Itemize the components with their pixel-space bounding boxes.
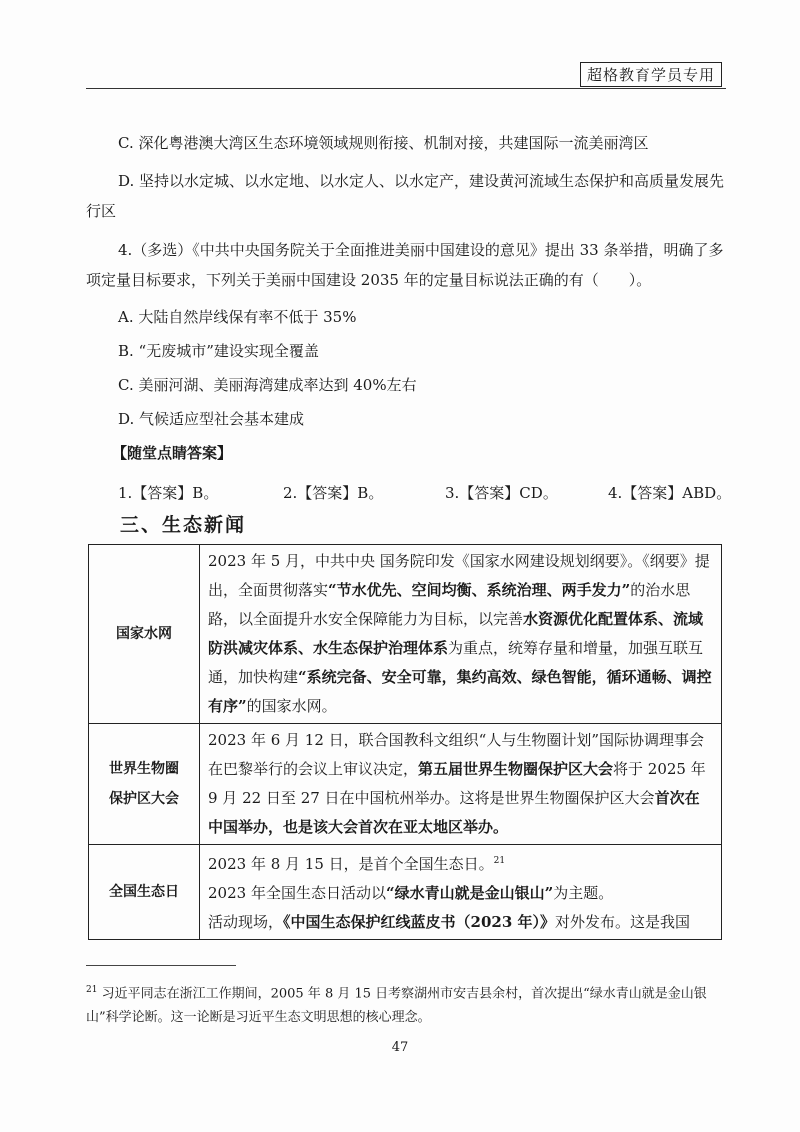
- news-text: 为主题。: [553, 884, 614, 902]
- news-emphasis: 《中国生态保护红线蓝皮书（2023 年）》: [283, 913, 555, 931]
- header-tag: 超格教育学员专用: [580, 62, 722, 87]
- news-emphasis: 水资源优化配置体系、流域防洪减灾体系、水生态保护治理体系: [208, 610, 704, 657]
- answer-4: 4.【答案】ABD。: [608, 484, 732, 502]
- news-text: 将于 2025 年 9 月 22 日至 27 日在中国杭州举办。这将是世界生物圈保护区大会: [208, 760, 706, 807]
- news-label-line: 保护区大会: [109, 791, 179, 807]
- q4-option-a: A. 大陆自然岸线保有率不低于 35%: [118, 308, 357, 326]
- news-text: 2023 年 6 月 12 日，联合国教科文组织“人与生物圈计划”国际协调理事会在巴黎举行的会议上审议决定，: [208, 731, 704, 778]
- answer-2: 2.【答案】B。: [283, 484, 384, 502]
- news-body: [200, 845, 722, 940]
- news-label-line: 世界生物圈: [109, 761, 179, 777]
- page-number: 47: [391, 1040, 409, 1055]
- option-c-prev: C. 深化粤港澳大湾区生态环境领域规则衔接、机制对接，共建国际一流美丽湾区: [118, 134, 649, 152]
- news-body: [200, 724, 722, 845]
- q4-option-c: C. 美丽河湖、美丽海湾建成率达到 40%左右: [118, 376, 417, 394]
- question-4-stem: 4.（多选）《中共中央国务院关于全面推进美丽中国建设的意见》提出 33 条举措，明确了多项定量目标要求，下列关于美丽中国建设 2035 年的定量目标说法正确的有（ ）。: [86, 241, 724, 289]
- section-title: 三、生态新闻: [120, 514, 247, 536]
- footnote-text: 习近平同志在浙江工作期间，2005 年 8 月 15 日考察湖州市安吉县余村，首次提出“绿水青山就是金山银山”科学论断。这一论断是习近平生态文明思想的核心理念。: [86, 986, 707, 1026]
- news-emphasis: “节水优先、空间均衡、系统治理、两手发力”: [328, 581, 631, 599]
- news-line: [208, 908, 713, 937]
- news-text: 2023 年全国生态日活动以: [208, 884, 386, 902]
- news-text: 为重点，统筹存量和增量，加强互联互通，加快构建: [208, 639, 704, 686]
- news-text: 的国家水网。: [246, 697, 337, 715]
- news-row: [89, 724, 722, 845]
- news-label: [89, 724, 200, 845]
- news-text: 活动现场，: [208, 913, 284, 931]
- news-emphasis: 首次在中国举办，也是该大会首次在亚太地区举办。: [208, 789, 700, 836]
- q4-option-d: D. 气候适应型社会基本建成: [118, 410, 305, 428]
- news-emphasis: “绿水青山就是金山银山”: [385, 884, 554, 902]
- news-text: 的治水思路，以全面提升水安全保障能力为目标，以完善: [208, 581, 691, 628]
- news-emphasis: 第五届世界生物圈保护区大会: [418, 760, 614, 778]
- news-text: 2023 年 8 月 15 日，是首个全国生态日。: [208, 855, 494, 873]
- footnote: [86, 978, 726, 1030]
- news-row: [89, 845, 722, 940]
- answer-3: 3.【答案】CD。: [445, 484, 558, 502]
- news-emphasis: “系统完备、安全可靠，集约高效、绿色智能，循环通畅、调控有序”: [208, 668, 712, 715]
- news-body: [200, 545, 722, 724]
- news-line: [208, 847, 713, 879]
- header-rule: [86, 88, 726, 89]
- news-text: 2023 年 5 月，中共中央 国务院印发《国家水网建设规划纲要》。《纲要》提出，全面贯彻落实: [208, 552, 710, 599]
- footnote-rule: [86, 965, 236, 966]
- answers-heading: 【随堂点睛答案】: [112, 444, 233, 462]
- option-d-prev: D. 坚持以水定城、以水定地、以水定人、以水定产，建设黄河流域生态保护和高质量发展先行区: [86, 172, 725, 220]
- news-row: [89, 545, 722, 724]
- q4-option-b: B. “无废城市”建设实现全覆盖: [118, 342, 319, 360]
- news-text: 对外发布。这是我国: [555, 913, 691, 931]
- footnote-ref: 21: [493, 856, 506, 866]
- news-line: [208, 879, 713, 908]
- news-label: 国家水网: [89, 545, 200, 724]
- news-table: [88, 544, 722, 940]
- answer-1: 1.【答案】B。: [118, 484, 219, 502]
- news-label: 全国生态日: [89, 845, 200, 940]
- footnote-mark: 21: [86, 985, 98, 995]
